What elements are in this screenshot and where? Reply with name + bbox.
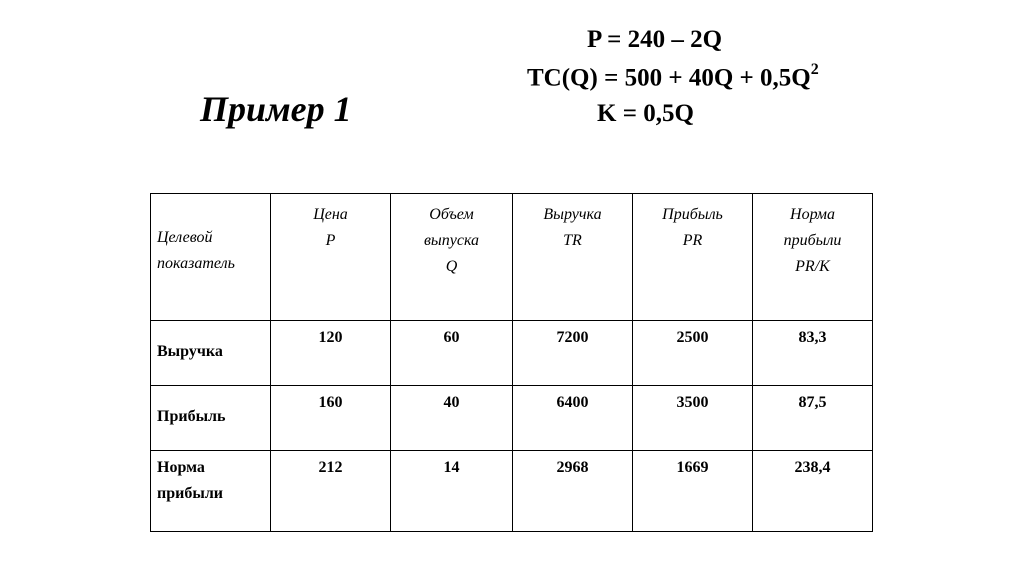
slide-title: Пример 1 <box>200 89 352 129</box>
cell-profit <box>633 451 753 532</box>
cell-volume-value: 14 <box>443 459 460 476</box>
cell-revenue <box>513 321 633 386</box>
cell-revenue-value: 2968 <box>556 459 589 476</box>
table-row <box>151 451 873 532</box>
header-rate-line: PR/K <box>795 258 830 275</box>
cell-rate-value: 83,3 <box>798 329 827 346</box>
cell-revenue-value: 6400 <box>556 394 589 411</box>
cell-volume <box>391 386 513 451</box>
header-revenue-line: Выручка <box>543 206 602 223</box>
cell-price <box>271 386 391 451</box>
header-profit-line: Прибыль <box>662 206 723 223</box>
header-rate <box>753 194 873 321</box>
header-volume-line: выпуска <box>423 232 480 249</box>
row-label-line: Норма <box>157 459 205 476</box>
cell-profit <box>633 386 753 451</box>
header-price <box>271 194 391 321</box>
cell-profit-value: 2500 <box>676 329 709 346</box>
header-price-line: P <box>325 232 336 249</box>
header-price-line: Цена <box>313 206 348 223</box>
cell-volume <box>391 451 513 532</box>
row-label <box>151 451 271 532</box>
table-row <box>151 386 873 451</box>
results-table <box>150 193 873 532</box>
cell-price <box>271 321 391 386</box>
header-revenue-line: TR <box>563 232 582 249</box>
header-rate-line: прибыли <box>783 232 842 249</box>
capital-formula: K = 0,5Q <box>597 100 694 127</box>
header-target <box>151 194 271 321</box>
table-row <box>151 321 873 386</box>
cell-revenue <box>513 386 633 451</box>
cell-volume <box>391 321 513 386</box>
header-rate-line: Норма <box>790 206 835 223</box>
header-target-line: показатель <box>157 255 235 272</box>
cost-formula-base: TC(Q) = 500 + 40Q + 0,5Q <box>527 64 811 92</box>
cell-revenue-value: 7200 <box>556 329 589 346</box>
table-header-row <box>151 194 873 321</box>
cell-volume-value: 40 <box>443 394 460 411</box>
row-label-line: Выручка <box>157 343 223 360</box>
header-profit-line: PR <box>682 232 703 249</box>
cell-profit-value: 3500 <box>676 394 709 411</box>
cell-profit-value: 1669 <box>676 459 709 476</box>
header-target-line: Целевой <box>157 229 213 246</box>
cell-price-value: 160 <box>318 394 343 411</box>
row-label <box>151 386 271 451</box>
row-label <box>151 321 271 386</box>
cell-revenue <box>513 451 633 532</box>
row-label-line: Прибыль <box>157 408 226 425</box>
demand-formula: P = 240 – 2Q <box>587 26 723 53</box>
cell-rate-value: 238,4 <box>794 459 831 476</box>
cell-price-value: 120 <box>318 329 343 346</box>
header-profit <box>633 194 753 321</box>
cell-rate <box>753 321 873 386</box>
cell-price-value: 212 <box>318 459 343 476</box>
header-volume <box>391 194 513 321</box>
header-revenue <box>513 194 633 321</box>
row-label-line: прибыли <box>157 485 224 502</box>
cell-volume-value: 60 <box>443 329 460 346</box>
header-volume-line: Q <box>445 258 458 275</box>
header-volume-line: Объем <box>429 206 474 223</box>
cell-rate-value: 87,5 <box>798 394 827 411</box>
cost-formula-exponent: 2 <box>810 61 819 78</box>
cell-rate <box>753 451 873 532</box>
cost-formula <box>527 63 819 92</box>
cell-price <box>271 451 391 532</box>
cell-rate <box>753 386 873 451</box>
cell-profit <box>633 321 753 386</box>
